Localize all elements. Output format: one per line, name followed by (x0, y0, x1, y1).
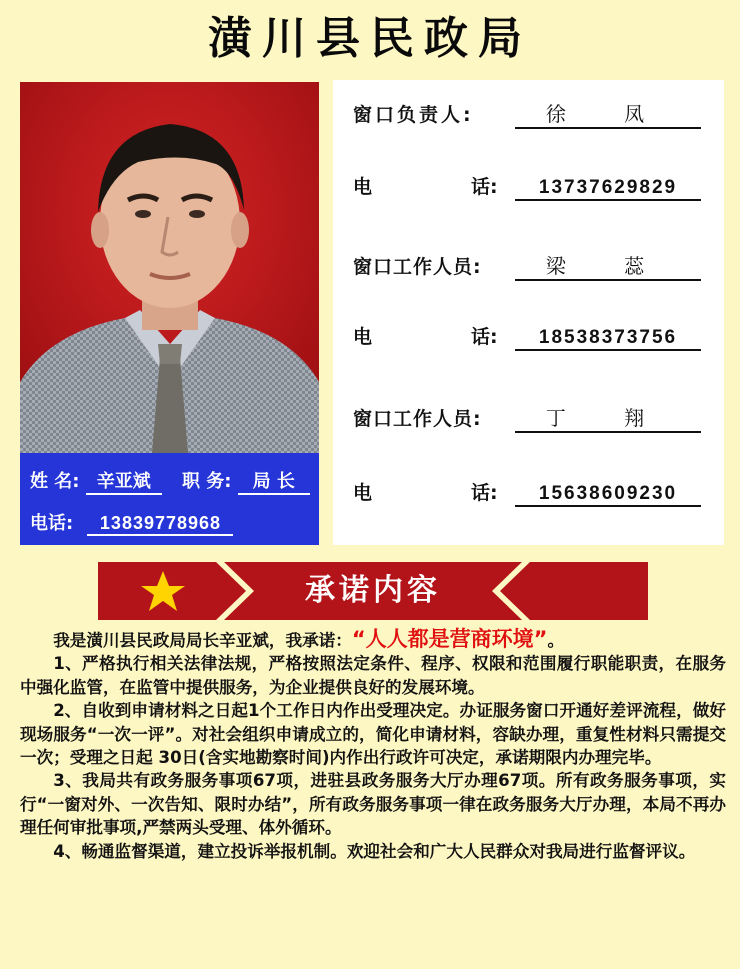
page-title: 潢川县民政局 (208, 13, 532, 64)
contact-row-phone (353, 172, 701, 201)
contact-value: 15638609230 (515, 483, 701, 507)
commitment-item: 3、我局共有政务服务事项67项，进驻县政务服务大厅办理67项。所有政务服务事项，实行“一窗对外、一次告知、限时办结”，所有政务服务事项一律在政务服务大厅办理，本局不再办理任何审批事项,严禁两头受理、体外循环。 (20, 771, 726, 838)
contact-label: 话: (471, 176, 498, 198)
commitment-intro: 我是潢川县民政局局长辛亚斌，我承诺：“人人都是营商环境”。 (53, 627, 565, 651)
contact-label: 电 (353, 176, 373, 198)
phone-label: 电话: (30, 513, 74, 534)
contact-value: 丁 翔 (515, 402, 701, 433)
contact-label: 窗口负责人: (353, 104, 474, 126)
contact-value: 梁 蕊 (515, 250, 701, 281)
contact-label: 话: (471, 326, 498, 348)
contact-row-staff (353, 250, 701, 281)
contact-label: 电 (353, 482, 373, 504)
contact-value: 18538373756 (515, 327, 701, 351)
contact-value: 13737629829 (515, 177, 701, 201)
position-label: 职 务: (182, 471, 232, 492)
director-name-card (20, 453, 319, 545)
director-name: 辛亚斌 (86, 467, 162, 495)
contact-row-head (353, 98, 701, 129)
commitment-banner (98, 562, 648, 620)
contact-panel (333, 80, 724, 545)
slogan: “人人都是营商环境” (351, 627, 548, 651)
commitment-text (20, 628, 726, 863)
contact-row-staff (353, 402, 701, 433)
contact-value: 徐 凤 (515, 98, 701, 129)
director-position: 局 长 (238, 467, 310, 495)
contact-label: 话: (471, 482, 498, 504)
banner-title: 承诺内容 (305, 573, 441, 608)
commitment-item: 2、自收到申请材料之日起1个工作日内作出受理决定。办证服务窗口开通好差评流程，做好现场服务“一次一评”。对社会组织申请成立的，简化申请材料，容缺办理，重复性材料只需提交一次；受理之日起 30日(含实地勘察时间)内作出行政许可决定，承诺期限内办理完毕。 (20, 701, 726, 768)
contact-label: 电 (353, 326, 373, 348)
contact-label: 窗口工作人员: (353, 256, 482, 278)
contact-row-phone (353, 478, 701, 507)
contact-row-phone (353, 322, 701, 351)
contact-label: 窗口工作人员: (353, 408, 482, 430)
commitment-item: 1、严格执行相关法律法规，严格按照法定条件、程序、权限和范围履行职能职责，在服务中强化监管，在监管中提供服务，为企业提供良好的发展环境。 (20, 654, 726, 697)
commitment-item: 4、畅通监督渠道，建立投诉举报机制。欢迎社会和广大人民群众对我局进行监督评议。 (53, 841, 696, 861)
name-label: 姓 名: (30, 471, 80, 492)
director-photo (20, 82, 319, 453)
director-phone: 13839778968 (87, 513, 233, 536)
